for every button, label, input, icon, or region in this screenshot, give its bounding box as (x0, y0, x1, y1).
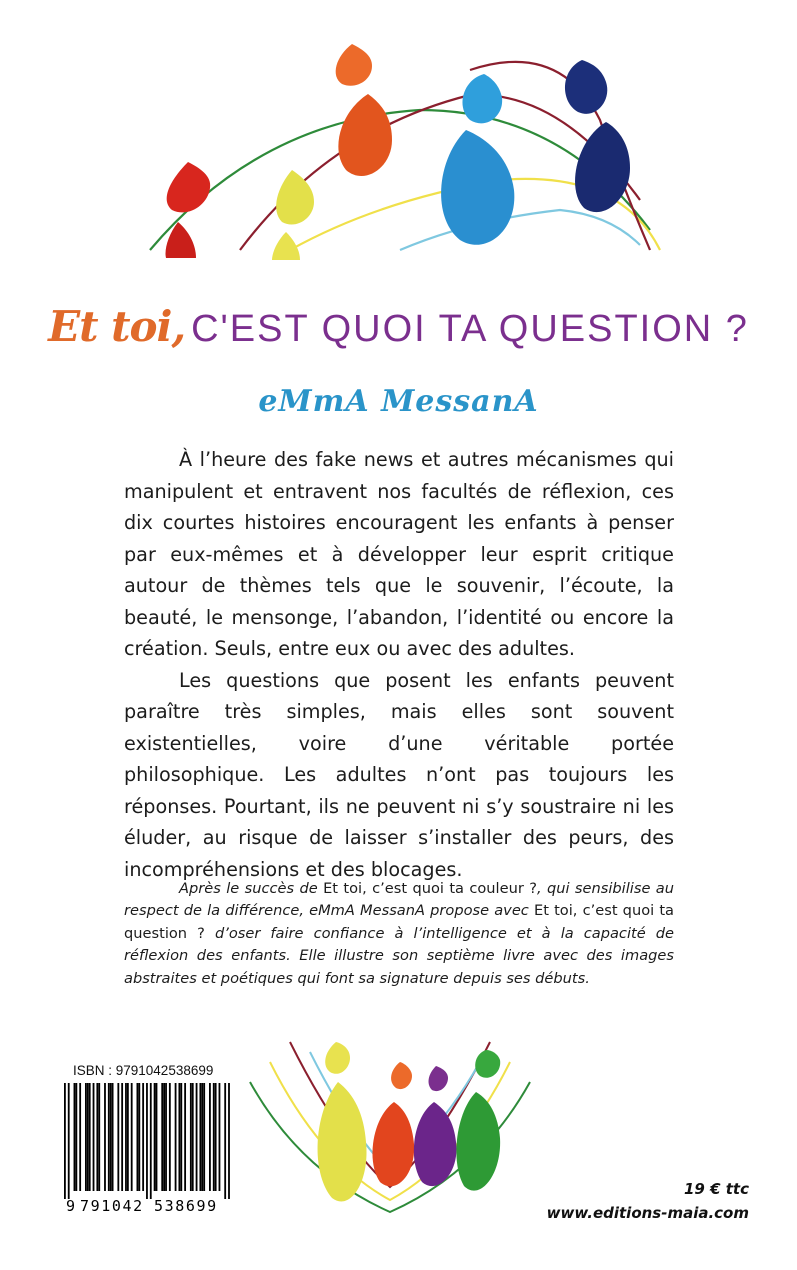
barcode-bar (89, 1083, 91, 1191)
blurb-part-2: , qui sensibilise au respect de la différence, eMmA MessanA propose avec (124, 880, 674, 920)
barcode-bar (68, 1083, 70, 1199)
blurb-part-3: d’oser faire confiance à l’intelligence et à la capacité de réflexion des enfants. Elle illustre son septième livre avec des images abstraites et poétiques qui font sa signature depuis ses débuts. (124, 924, 675, 987)
barcode-bar (163, 1083, 165, 1191)
barcode-bar (93, 1083, 95, 1191)
barcode-bar (215, 1083, 217, 1191)
author-blurb (124, 878, 674, 990)
barcode-bar (117, 1083, 119, 1191)
barcode-bar (178, 1083, 180, 1191)
title-part-et-toi: Et toi, (48, 302, 186, 351)
isbn-label: ISBN : 9791042538699 (73, 1063, 214, 1078)
barcode-first-digit: 9 (66, 1197, 76, 1215)
publisher-website: www.editions-maia.com (546, 1204, 749, 1222)
barcode-bar (203, 1083, 205, 1191)
barcode-bar (108, 1083, 110, 1191)
back-cover-summary (124, 444, 674, 885)
barcode-bar (150, 1083, 152, 1199)
barcode-bar (201, 1083, 203, 1191)
barcode-bar (224, 1083, 226, 1199)
summary-paragraph-1: À l’heure des fake news et autres mécanismes qui manipulent et entravent nos facultés de réflexion, ces dix courtes histoires encouragent les enfants à penser par eux-mêmes et à développer leur esprit critique autour de thèmes tels que le souvenir, l’écoute, la beauté, le mensonge, l’abandon, l’identité ou encore la création. Seuls, entre eux ou avec des adultes. (124, 448, 674, 660)
barcode-bar (190, 1083, 192, 1191)
barcode-bar (196, 1083, 198, 1191)
barcode-bar (75, 1083, 77, 1191)
barcode-bar (213, 1083, 215, 1191)
barcode-bar (98, 1083, 100, 1191)
barcode-bar (161, 1083, 163, 1191)
bottom-drop-figures-illustration (240, 1022, 540, 1222)
price: 19 € ttc (684, 1180, 749, 1198)
barcode-bar (74, 1083, 76, 1191)
barcode-bar (125, 1083, 127, 1191)
barcode-bar (127, 1083, 129, 1191)
barcode-bar (169, 1083, 171, 1191)
barcode-bar (121, 1083, 123, 1191)
barcode-bar (138, 1083, 140, 1191)
barcode-bar (154, 1083, 156, 1191)
barcode-bar (142, 1083, 144, 1191)
barcode-icon (64, 1083, 230, 1215)
barcode-bar (112, 1083, 114, 1191)
top-drop-figures-illustration (0, 0, 797, 260)
barcode-bar (219, 1083, 221, 1191)
barcode-bar (192, 1083, 194, 1191)
barcode-bar (110, 1083, 112, 1191)
barcode-bar (209, 1083, 211, 1191)
barcode-bar (146, 1083, 148, 1199)
barcode-bar (96, 1083, 98, 1191)
barcode-bar (64, 1083, 66, 1199)
book-title (0, 302, 797, 351)
summary-paragraph-2: Les questions que posent les enfants peuvent paraître très simples, mais elles sont souvent existentielles, voire d’une véritable portée philosophique. Les adultes n’ont pas toujours les réponses. Pourtant, ils ne peuvent ni s’y soustraire ni les éluder, au risque de laisser s’installer des peurs, des incompréhensions et des blocages. (124, 668, 674, 881)
barcode-left-digits: 791042 (80, 1197, 144, 1215)
barcode-bar (131, 1083, 133, 1191)
barcode-right-digits: 538699 (154, 1197, 218, 1215)
blurb-previous-book-title: Et toi, c’est quoi ta couleur ? (323, 880, 537, 897)
title-part-question: C'EST QUOI TA QUESTION ? (191, 308, 749, 350)
blurb-part-1: Après le succès de (179, 880, 324, 897)
barcode-bar (175, 1083, 177, 1191)
author-name: eMmA MessanA (258, 384, 539, 419)
barcode-bar (87, 1083, 89, 1191)
barcode-bar (184, 1083, 186, 1191)
barcode-bar (156, 1083, 158, 1191)
barcode-bar (79, 1083, 81, 1191)
barcode-bar (228, 1083, 230, 1199)
barcode-bar (180, 1083, 182, 1191)
barcode-bar (199, 1083, 201, 1191)
barcode-bar (104, 1083, 106, 1191)
barcode-bar (85, 1083, 87, 1191)
barcode-bar (165, 1083, 167, 1191)
blurb-current-book-title: Et toi, c’est quoi ta question ? (124, 902, 674, 942)
barcode-bar (137, 1083, 139, 1191)
